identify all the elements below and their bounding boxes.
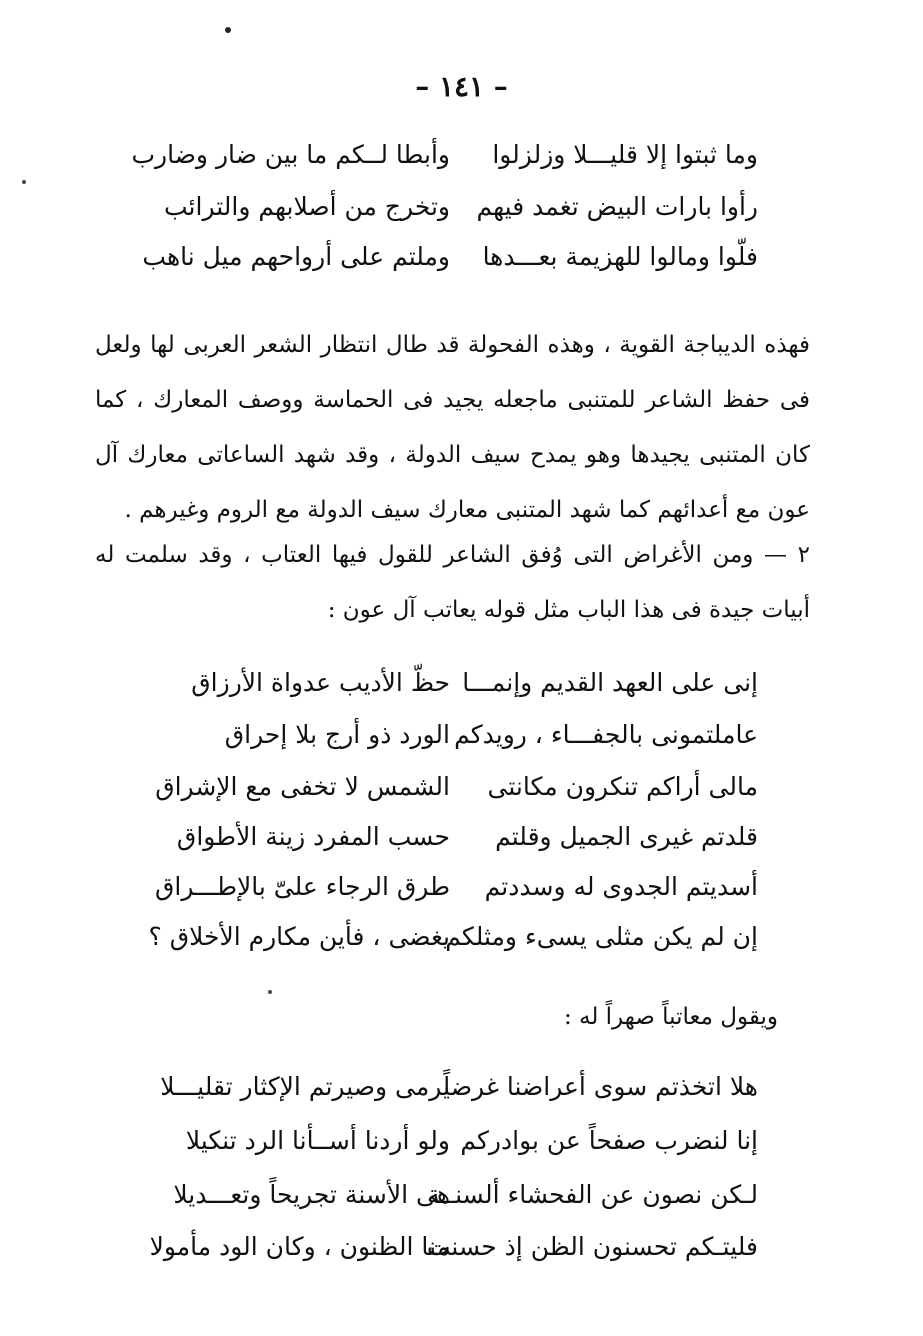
poem2-verse-3 bbox=[0, 772, 923, 812]
poem2-verse-4 bbox=[0, 822, 923, 862]
margin-mark bbox=[22, 180, 26, 184]
ink-dot bbox=[225, 27, 231, 33]
page-number: – ١٤١ – bbox=[415, 70, 508, 103]
paragraph-2 bbox=[95, 528, 810, 638]
verse-second-hemistich: وتخرج من أصلابهم والترائب bbox=[164, 192, 450, 221]
paragraph-1-text: فهذه الديباجة القوية ، وهذه الفحولة قد طال انتظار الشعر العربى لها ولعل فى حفظ الشاعر للمتنبى ماجعله يجيد فى الحماسة ووصف المعارك ، كما كان المتنبى يجيدها وهو يمدح سيف الدولة ، وقد شهد الساعاتى معارك آل عون مع أعدائهم كما شهد المتنبى معارك سيف الدولة مع الروم وغيرهم . bbox=[95, 332, 810, 523]
poem3-verse-3 bbox=[0, 1180, 923, 1220]
verse-second-hemistich: منا الظنون ، وكان الود مأمولا bbox=[149, 1232, 450, 1261]
poem1-verse-2 bbox=[0, 192, 923, 232]
verse-first-hemistich: عاملتمونى بالجفـــاء ، رويدكم bbox=[454, 720, 758, 749]
verse-first-hemistich: مالى أراكم تنكرون مكانتى bbox=[487, 772, 758, 801]
poem3-verse-1 bbox=[0, 1072, 923, 1112]
verse-first-hemistich: رأوا بارات البيض تغمد فيهم bbox=[476, 192, 758, 221]
verse-second-hemistich: الورد ذو أرج بلا إحراق bbox=[224, 720, 450, 749]
verse-second-hemistich: حظّ الأديب عدواة الأرزاق bbox=[191, 668, 450, 697]
verse-first-hemistich: لـكن نصون عن الفحشاء ألسنــة bbox=[427, 1180, 758, 1209]
verse-second-hemistich: يغضى ، فأين مكارم الأخلاق ؟ bbox=[148, 922, 450, 951]
paragraph-2-text: ٢ — ومن الأغراض التى وُفق الشاعر للقول فيها العتاب ، وقد سلمت له أبيات جيدة فى هذا الباب مثل قوله يعاتب آل عون : bbox=[95, 542, 810, 623]
verse-first-hemistich: أسديتم الجدوى له وسددتم bbox=[484, 872, 758, 901]
verse-first-hemistich: إنى على العهد القديم وإنمـــا bbox=[462, 668, 758, 697]
verse-second-hemistich: الشمس لا تخفى مع الإشراق bbox=[155, 772, 450, 801]
poem3-intro: ويقول معاتباً صهراً له : bbox=[563, 1004, 778, 1030]
poem1-verse-3 bbox=[0, 242, 923, 282]
verse-second-hemistich: ولو أردنا أســأنا الرد تنكيلا bbox=[185, 1126, 450, 1155]
poem2-verse-5 bbox=[0, 872, 923, 912]
verse-second-hemistich: يرمى وصيرتم الإكثار تقليـــلا bbox=[160, 1072, 450, 1101]
poem1-verse-1 bbox=[0, 140, 923, 180]
poem2-verse-1 bbox=[0, 668, 923, 708]
verse-first-hemistich: فلّوا ومالوا للهزيمة بعـــدها bbox=[482, 242, 758, 271]
verse-second-hemistich: هى الأسنة تجريحاً وتعـــديلا bbox=[173, 1180, 450, 1209]
poem2-verse-6 bbox=[0, 922, 923, 962]
poem3-verse-2 bbox=[0, 1126, 923, 1166]
verse-first-hemistich: قلدتم غيرى الجميل وقلتم bbox=[495, 822, 758, 851]
paragraph-1 bbox=[95, 318, 810, 538]
verse-first-hemistich: إن لم يكن مثلى يسىء ومثلكم bbox=[445, 922, 758, 951]
verse-first-hemistich: إنا لنضرب صفحاً عن بوادركم bbox=[460, 1126, 758, 1155]
verse-second-hemistich: طرق الرجاء علىّ بالإطـــراق bbox=[155, 872, 450, 901]
verse-first-hemistich: هلا اتخذتم سوى أعراضنا غرضاً bbox=[443, 1072, 758, 1101]
verse-second-hemistich: وملتم على أرواحهم ميل ناهب bbox=[142, 242, 450, 271]
poem3-verse-4 bbox=[0, 1232, 923, 1272]
poem2-verse-2 bbox=[0, 720, 923, 760]
verse-second-hemistich: حسب المفرد زينة الأطواق bbox=[176, 822, 450, 851]
verse-first-hemistich: فليتـكم تحسنون الظن إذ حسنت bbox=[426, 1232, 758, 1261]
verse-first-hemistich: وما ثبتوا إلا قليـــلا وزلزلوا bbox=[492, 140, 758, 169]
ink-speck bbox=[268, 990, 272, 994]
verse-second-hemistich: وأبطا لــكم ما بين ضار وضارب bbox=[131, 140, 450, 169]
